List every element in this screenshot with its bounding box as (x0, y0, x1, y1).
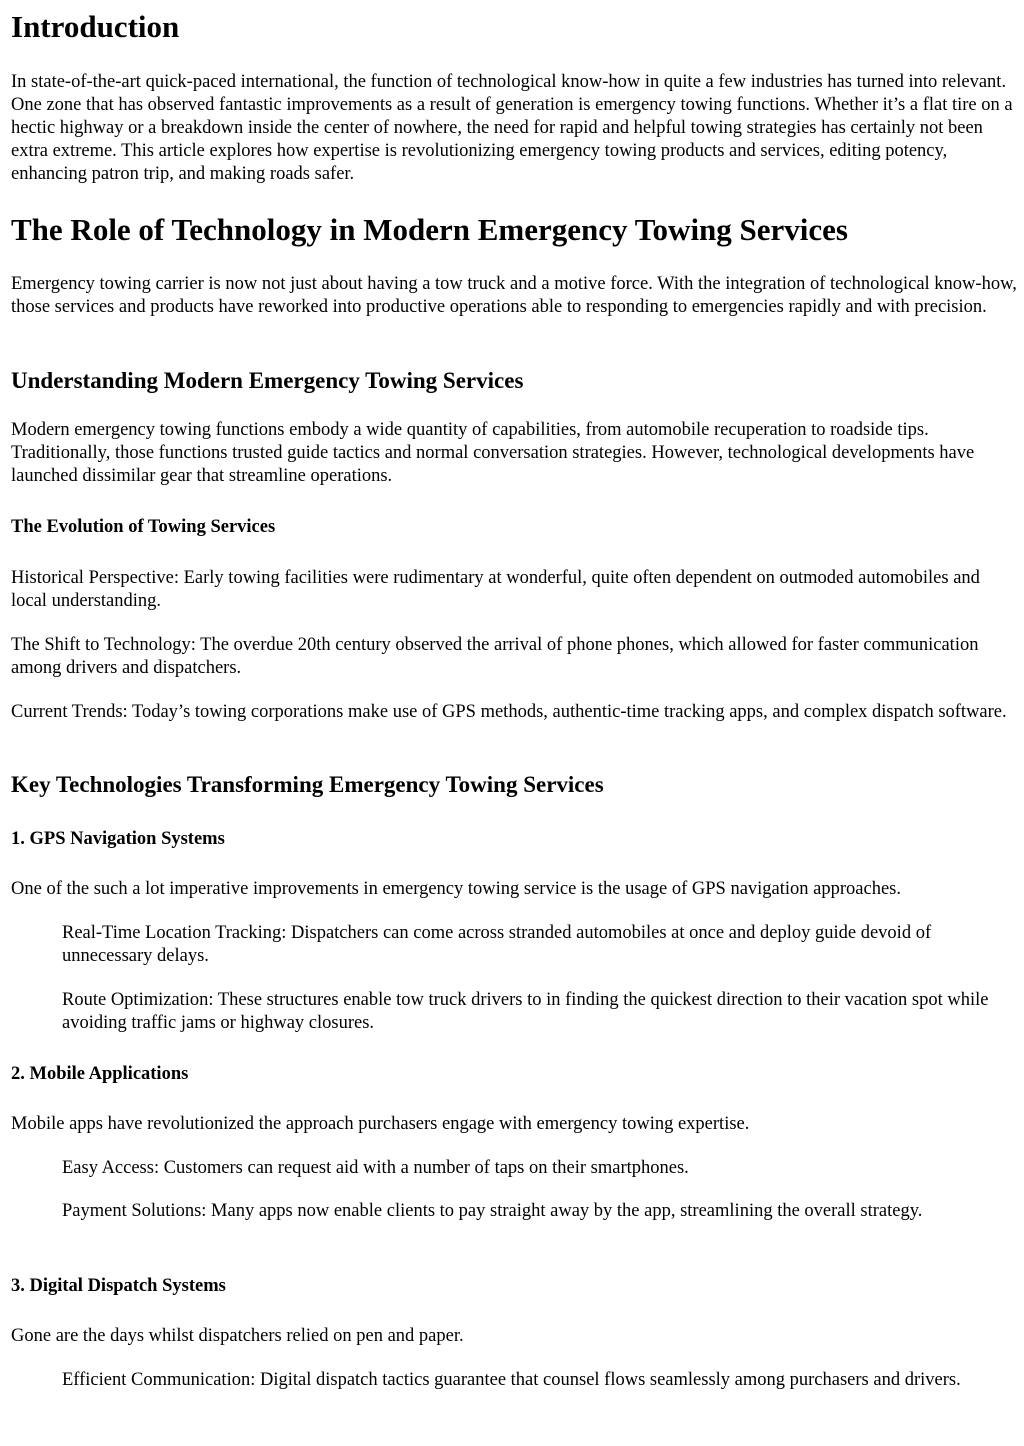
gps-list-item: Real-Time Location Tracking: Dispatchers can come across stranded automobiles at once and deploy guide devoid of unnecessary delays. (62, 923, 932, 966)
intro-paragraph: In state-of-the-art quick-paced international, the function of technological know-how in quite a few industries has turned into relevant. One zone that has observed fantastic improvements as a result of generation is emergency towing functions. Whether it’s a flat tire on a hectic highway or a breakdown inside the center of nowhere, the need for rapid and helpful towing strategies has certainly not been extra extreme. This article explores how expertise is revolutionizing emergency towing products and services, editing potency, enhancing patron trip, and making roads safer. (11, 72, 1013, 184)
key-technologies-heading: Key Technologies Transforming Emergency Towing Services (11, 772, 604, 797)
evolution-heading: The Evolution of Towing Services (11, 517, 276, 537)
intro-heading: Introduction (11, 9, 180, 44)
dispatch-list-item: Efficient Communication: Digital dispatch tactics guarantee that counsel flows seamlessly among purchasers and drivers. (62, 1370, 961, 1390)
understanding-heading: Understanding Modern Emergency Towing Services (11, 368, 524, 393)
evolution-item: Current Trends: Today’s towing corporations make use of GPS methods, authentic-time tracking apps, and complex dispatch software. (11, 702, 1007, 722)
understanding-paragraph: Modern emergency towing functions embody a wide quantity of capabilities, from automobile recuperation to roadside tips. Traditionally, those functions trusted guide tactics and normal conversation strategies. However, technological developments have launched dissimilar gear that streamline operations. (11, 420, 975, 486)
mobile-heading: 2. Mobile Applications (11, 1064, 189, 1084)
role-paragraph: Emergency towing carrier is now not just about having a tow truck and a motive force. With the integration of technological know-how, those services and products have reworked into productive operations able to responding to emergencies rapidly and with precision. (11, 274, 1017, 317)
gps-paragraph: One of the such a lot imperative improvements in emergency towing service is the usage of GPS navigation approaches. (11, 879, 901, 899)
evolution-item: Historical Perspective: Early towing facilities were rudimentary at wonderful, quite often dependent on outmoded automobiles and local understanding. (11, 568, 980, 611)
mobile-list-item: Payment Solutions: Many apps now enable clients to pay straight away by the app, streamlining the overall strategy. (62, 1201, 923, 1221)
mobile-paragraph: Mobile apps have revolutionized the approach purchasers engage with emergency towing expertise. (11, 1114, 750, 1134)
mobile-list-item: Easy Access: Customers can request aid with a number of taps on their smartphones. (62, 1158, 689, 1178)
dispatch-paragraph: Gone are the days whilst dispatchers relied on pen and paper. (11, 1326, 464, 1346)
evolution-item: The Shift to Technology: The overdue 20th century observed the arrival of phone phones, which allowed for faster communication among drivers and dispatchers. (11, 635, 979, 678)
role-heading: The Role of Technology in Modern Emergency Towing Services (11, 212, 848, 247)
gps-heading: 1. GPS Navigation Systems (11, 829, 225, 849)
dispatch-heading: 3. Digital Dispatch Systems (11, 1276, 226, 1296)
gps-list-item: Route Optimization: These structures enable tow truck drivers to in finding the quickest direction to their vacation spot while avoiding traffic jams or highway closures. (62, 990, 989, 1033)
